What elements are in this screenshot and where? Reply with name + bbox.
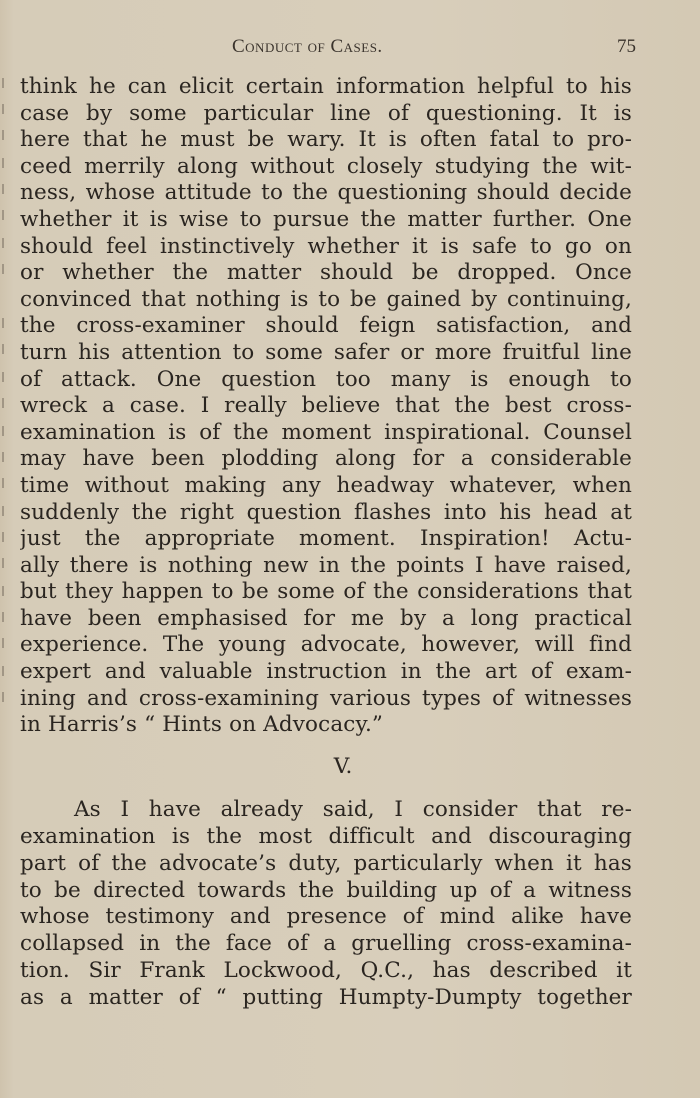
text-line: ceed merrily along without closely studying the wit- <box>20 153 632 179</box>
text-line: here that he must be wary. It is often fatal to pro- <box>20 127 632 153</box>
text-line: collapsed in the face of a gruelling cross-examina- <box>20 931 632 957</box>
text-line: turn his attention to some safer or more fruitful line <box>20 339 632 365</box>
text-line: ally there is nothing new in the points I have raised, <box>20 552 632 578</box>
text-line: convinced that nothing is to be gained by continuing, <box>20 286 632 312</box>
text-line: in Harris’s “ Hints on Advocacy.” <box>20 712 384 738</box>
text-line: should feel instinctively whether it is safe to go on <box>20 233 632 259</box>
text-line: to be directed towards the building up of a witness <box>20 877 632 903</box>
text-line: wreck a case. I really believe that the best cross- <box>20 393 632 419</box>
text-line: the cross-examiner should feign satisfaction, and <box>20 313 632 339</box>
paragraph <box>20 74 632 739</box>
page-number: 75 <box>617 36 636 57</box>
text-line: may have been plodding along for a considerable <box>20 446 632 472</box>
text-line: suddenly the right question flashes into his head at <box>20 499 632 525</box>
text-line: whether it is wise to pursue the matter further. One <box>20 206 632 232</box>
text-line: experience. The young advocate, however, will find <box>20 632 632 658</box>
text-line: ness, whose attitude to the questioning should decide <box>20 180 632 206</box>
running-title: Conduct of Cases. <box>232 36 383 57</box>
text-line: whose testimony and presence of mind alike have <box>20 904 632 930</box>
text-line: case by some particular line of questioning. It is <box>20 100 632 126</box>
text-line: but they happen to be some of the considerations that <box>20 579 632 605</box>
text-line: examination is the most difficult and discouraging <box>20 823 632 849</box>
text-line: expert and valuable instruction in the art of exam- <box>20 659 632 685</box>
text-line: ining and cross-examining various types of witnesses <box>20 685 632 711</box>
text-line: part of the advocate’s duty, particularly when it has <box>20 850 632 876</box>
text-line: of attack. One question too many is enough to <box>20 366 632 392</box>
text-line: As I have already said, I consider that re- <box>74 796 632 822</box>
text-line: examination is of the moment inspirational. Counsel <box>20 419 632 445</box>
binding-gutter <box>2 70 6 720</box>
running-head <box>0 36 700 62</box>
section-heading: V. <box>333 753 353 779</box>
text-line: have been emphasised for me by a long practical <box>20 605 632 631</box>
paragraph <box>20 797 632 1012</box>
text-line: just the appropriate moment. Inspiration! Actu- <box>20 526 632 552</box>
text-line: as a matter of “ putting Humpty-Dumpty together <box>20 985 632 1011</box>
text-line: time without making any headway whatever, when <box>20 472 632 498</box>
body-text <box>20 74 632 1012</box>
text-line: tion. Sir Frank Lockwood, Q.C., has described it <box>20 958 632 984</box>
text-line: or whether the matter should be dropped. Once <box>20 260 632 286</box>
text-line: think he can elicit certain information helpful to his <box>20 74 632 99</box>
